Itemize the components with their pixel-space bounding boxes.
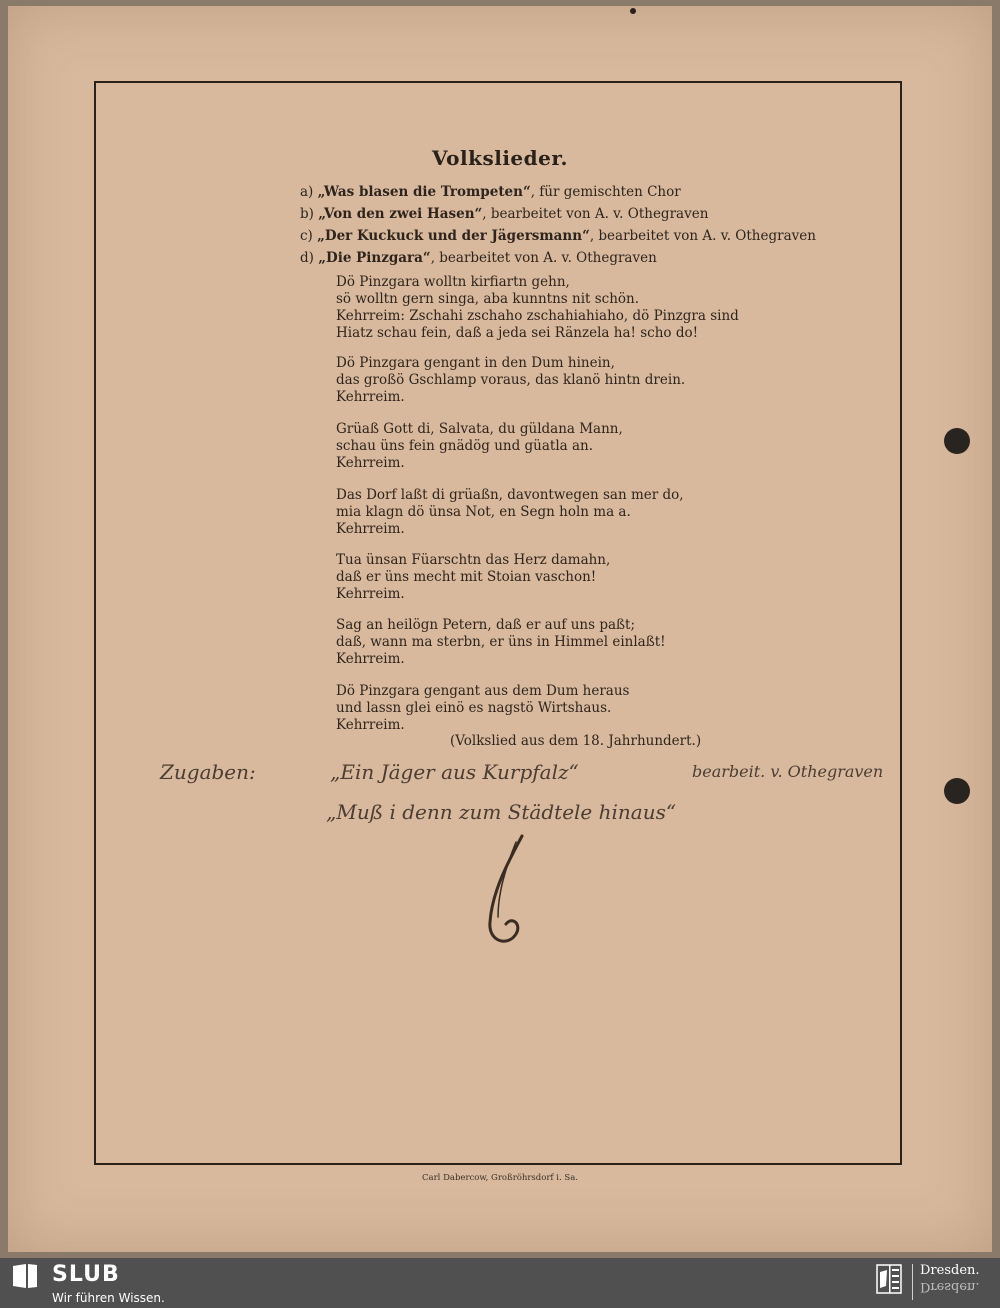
handwritten-encore-1: „Ein Jäger aus Kurpfalz“ xyxy=(330,760,579,784)
song-item-b: b) „Von den zwei Hasen“, bearbeitet von A. v. Othegraven xyxy=(300,206,709,222)
lyric-line: Sag an heilögn Petern, daß er auf uns paßt; xyxy=(336,617,636,633)
lyric-line: Dö Pinzgara gengant aus dem Dum heraus xyxy=(336,683,630,699)
punch-hole-bottom xyxy=(944,778,970,804)
lyric-line: Tua ünsan Füarschtn das Herz damahn, xyxy=(336,552,611,568)
lyric-line: Kehrreim: Zschahi zschaho zschahiahiaho, dö Pinzgra sind xyxy=(336,308,739,324)
handwritten-label: Zugaben: xyxy=(160,760,256,784)
song-item-a: a) „Was blasen die Trompeten“, für gemischten Chor xyxy=(300,184,681,200)
lyric-line: Kehrreim. xyxy=(336,455,405,471)
slub-logo-icon xyxy=(10,1262,40,1290)
lyric-line: Kehrreim. xyxy=(336,521,405,537)
lyric-line: das großö Gschlamp voraus, das klanö hintn drein. xyxy=(336,372,686,388)
document-title: Volkslieder. xyxy=(431,146,569,170)
lyric-line: schau üns fein gnädög und güatla an. xyxy=(336,438,594,454)
ink-dot xyxy=(630,8,636,14)
slub-tagline: Wir führen Wissen. xyxy=(52,1291,165,1305)
lyric-line: mia klagn dö ünsa Not, en Segn holn ma a. xyxy=(336,504,631,520)
lyric-line: daß er üns mecht mit Stoian vaschon! xyxy=(336,569,597,585)
slub-logo[interactable]: SLUB xyxy=(52,1262,120,1287)
dresden-logo-reflection: Dresden. xyxy=(920,1279,980,1294)
song-item-d: d) „Die Pinzgara“, bearbeitet von A. v. Othegraven xyxy=(300,250,657,266)
dresden-coat-of-arms-icon xyxy=(874,1262,904,1296)
lyric-line: Kehrreim. xyxy=(336,651,405,667)
lyric-line: Hiatz schau fein, daß a jeda sei Ränzela ha! scho do! xyxy=(336,325,699,341)
punch-hole-top xyxy=(944,428,970,454)
lyric-line: Kehrreim. xyxy=(336,717,405,733)
lyric-line: Kehrreim. xyxy=(336,586,405,602)
lyric-line: Dö Pinzgara wolltn kirfiartn gehn, xyxy=(336,274,570,290)
flourish-ornament xyxy=(478,832,538,952)
lyric-line: daß, wann ma sterbn, er üns in Himmel einlaßt! xyxy=(336,634,666,650)
lyric-line: und lassn glei einö es nagstö Wirtshaus. xyxy=(336,700,612,716)
lyric-line: Grüaß Gott di, Salvata, du güldana Mann, xyxy=(336,421,623,437)
lyric-line: sö wolltn gern singa, aba kunntns nit schön. xyxy=(336,291,640,307)
footer-separator xyxy=(912,1264,913,1300)
lyric-line: Kehrreim. xyxy=(336,389,405,405)
lyric-line: Dö Pinzgara gengant in den Dum hinein, xyxy=(336,355,615,371)
handwritten-encore-1-note: bearbeit. v. Othegraven xyxy=(692,762,884,781)
printer-imprint: Carl Dabercow, Großröhrsdorf i. Sa. xyxy=(422,1173,578,1183)
lyric-line: Das Dorf laßt di grüaßn, davontwegen san mer do, xyxy=(336,487,684,503)
song-item-c: c) „Der Kuckuck und der Jägersmann“, bearbeitet von A. v. Othegraven xyxy=(300,228,816,244)
handwritten-encore-2: „Muß i denn zum Städtele hinaus“ xyxy=(326,800,677,824)
song-source: (Volkslied aus dem 18. Jahrhundert.) xyxy=(450,733,702,749)
dresden-logo[interactable]: Dresden. xyxy=(920,1263,980,1278)
